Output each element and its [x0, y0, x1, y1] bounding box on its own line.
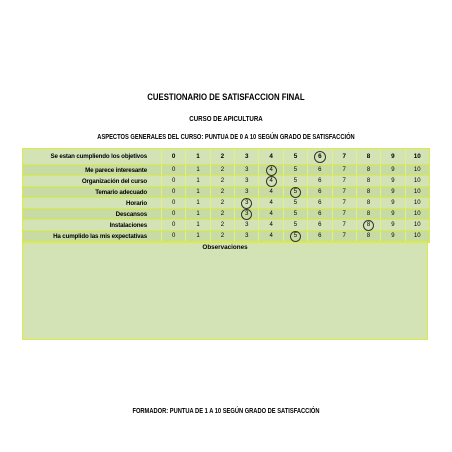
score-option[interactable]: 8 [356, 187, 380, 197]
score-option[interactable]: 9 [380, 187, 404, 197]
table-row [23, 165, 429, 176]
score-option[interactable]: 6 [307, 198, 331, 208]
score-option[interactable]: 5 [283, 165, 307, 175]
table-row [23, 209, 429, 220]
score-option[interactable]: 2 [210, 231, 234, 241]
score-option[interactable]: 3 [234, 187, 258, 197]
score-option[interactable]: 6 [307, 149, 331, 164]
observations-area[interactable] [22, 242, 428, 340]
score-option[interactable]: 3 [234, 165, 258, 175]
score-option[interactable]: 0 [161, 165, 185, 175]
score-option[interactable]: 2 [210, 165, 234, 175]
question-label: Instalaciones [109, 222, 147, 229]
score-option[interactable]: 4 [258, 149, 282, 164]
score-option[interactable]: 6 [307, 176, 331, 186]
form-title: CUESTIONARIO DE SATISFACCION FINAL [147, 92, 305, 103]
score-option[interactable]: 0 [161, 220, 185, 230]
score-option[interactable]: 1 [185, 176, 209, 186]
score-option[interactable]: 10 [405, 176, 429, 186]
score-option[interactable]: 10 [405, 165, 429, 175]
score-option[interactable]: 10 [405, 231, 429, 241]
score-option[interactable]: 4 [258, 198, 282, 208]
score-option[interactable]: 0 [161, 209, 185, 219]
table-row [23, 220, 429, 231]
score-option[interactable]: 8 [356, 231, 380, 241]
question-label: Me parece interesante [85, 167, 147, 174]
score-option[interactable]: 9 [380, 176, 404, 186]
score-option[interactable]: 3 [234, 231, 258, 241]
score-option[interactable]: 4 [258, 231, 282, 241]
score-option[interactable]: 4 [258, 165, 282, 175]
score-option[interactable]: 3 [234, 209, 258, 219]
table-row [23, 176, 429, 187]
score-option[interactable]: 3 [234, 198, 258, 208]
score-option[interactable]: 2 [210, 149, 234, 164]
table-row [23, 231, 429, 242]
score-option[interactable]: 6 [307, 231, 331, 241]
observations-label: Observaciones [202, 244, 248, 251]
trainer-heading: FORMADOR: PUNTUA DE 1 A 10 SEGÚN GRADO DE SATISFACCIÓN [132, 408, 320, 415]
score-option[interactable]: 5 [283, 187, 307, 197]
score-option[interactable]: 3 [234, 149, 258, 164]
score-option[interactable]: 0 [161, 149, 185, 164]
score-option[interactable]: 1 [185, 220, 209, 230]
score-option[interactable]: 6 [307, 187, 331, 197]
score-option[interactable]: 1 [185, 187, 209, 197]
question-label: Ha cumplido las mis expectativas [53, 233, 147, 240]
score-option[interactable]: 0 [161, 176, 185, 186]
score-option[interactable]: 2 [210, 220, 234, 230]
rating-table [22, 148, 430, 243]
score-option[interactable]: 2 [210, 187, 234, 197]
question-label: Descansos [115, 211, 147, 218]
score-option[interactable]: 5 [283, 176, 307, 186]
table-row [23, 149, 429, 165]
score-option[interactable]: 5 [283, 198, 307, 208]
score-option[interactable]: 1 [185, 209, 209, 219]
table-row [23, 187, 429, 198]
score-option[interactable]: 6 [307, 220, 331, 230]
score-option[interactable]: 5 [283, 209, 307, 219]
score-option[interactable]: 8 [356, 149, 380, 164]
score-option[interactable]: 0 [161, 231, 185, 241]
score-option[interactable]: 5 [283, 231, 307, 241]
score-option[interactable]: 1 [185, 198, 209, 208]
score-option[interactable]: 7 [332, 176, 356, 186]
score-option[interactable]: 8 [356, 209, 380, 219]
section-heading: ASPECTOS GENERALES DEL CURSO: PUNTUA DE 0 A 10 SEGÚN GRADO DE SATISFACCIÓN [97, 134, 355, 141]
score-option[interactable]: 7 [332, 220, 356, 230]
score-option[interactable]: 9 [380, 231, 404, 241]
score-option[interactable]: 9 [380, 220, 404, 230]
score-option[interactable]: 7 [332, 198, 356, 208]
score-option[interactable]: 10 [405, 198, 429, 208]
question-label: Se estan cumpliendo los objetivos [50, 153, 147, 160]
score-option[interactable]: 7 [332, 165, 356, 175]
score-option[interactable]: 6 [307, 209, 331, 219]
score-option[interactable]: 8 [356, 220, 380, 230]
course-title: CURSO DE APICULTURA [189, 114, 263, 123]
score-option[interactable]: 9 [380, 165, 404, 175]
score-option[interactable]: 9 [380, 198, 404, 208]
score-option[interactable]: 10 [405, 209, 429, 219]
score-option[interactable]: 4 [258, 209, 282, 219]
score-option[interactable]: 8 [356, 198, 380, 208]
score-option[interactable]: 10 [405, 149, 429, 164]
score-option[interactable]: 1 [185, 149, 209, 164]
question-label: Horario [126, 200, 147, 207]
question-label: Organización del curso [81, 178, 147, 185]
score-option[interactable]: 2 [210, 176, 234, 186]
table-row [23, 198, 429, 209]
score-option[interactable]: 0 [161, 187, 185, 197]
score-option[interactable]: 2 [210, 209, 234, 219]
score-option[interactable]: 9 [380, 149, 404, 164]
score-option[interactable]: 7 [332, 149, 356, 164]
score-option[interactable]: 5 [283, 149, 307, 164]
score-option[interactable]: 0 [161, 198, 185, 208]
score-option[interactable]: 1 [185, 165, 209, 175]
score-option[interactable]: 3 [234, 220, 258, 230]
score-option[interactable]: 6 [307, 165, 331, 175]
score-option[interactable]: 8 [356, 176, 380, 186]
score-option[interactable]: 5 [283, 220, 307, 230]
score-option[interactable]: 7 [332, 209, 356, 219]
score-option[interactable]: 4 [258, 176, 282, 186]
score-option[interactable]: 10 [405, 187, 429, 197]
score-option[interactable]: 1 [185, 231, 209, 241]
score-option[interactable]: 8 [356, 165, 380, 175]
score-option[interactable]: 4 [258, 187, 282, 197]
score-option[interactable]: 2 [210, 198, 234, 208]
score-option[interactable]: 7 [332, 187, 356, 197]
score-option[interactable]: 4 [258, 220, 282, 230]
score-option[interactable]: 3 [234, 176, 258, 186]
score-option[interactable]: 9 [380, 209, 404, 219]
question-label: Temario adecuado [95, 189, 147, 196]
score-option[interactable]: 7 [332, 231, 356, 241]
score-option[interactable]: 10 [405, 220, 429, 230]
